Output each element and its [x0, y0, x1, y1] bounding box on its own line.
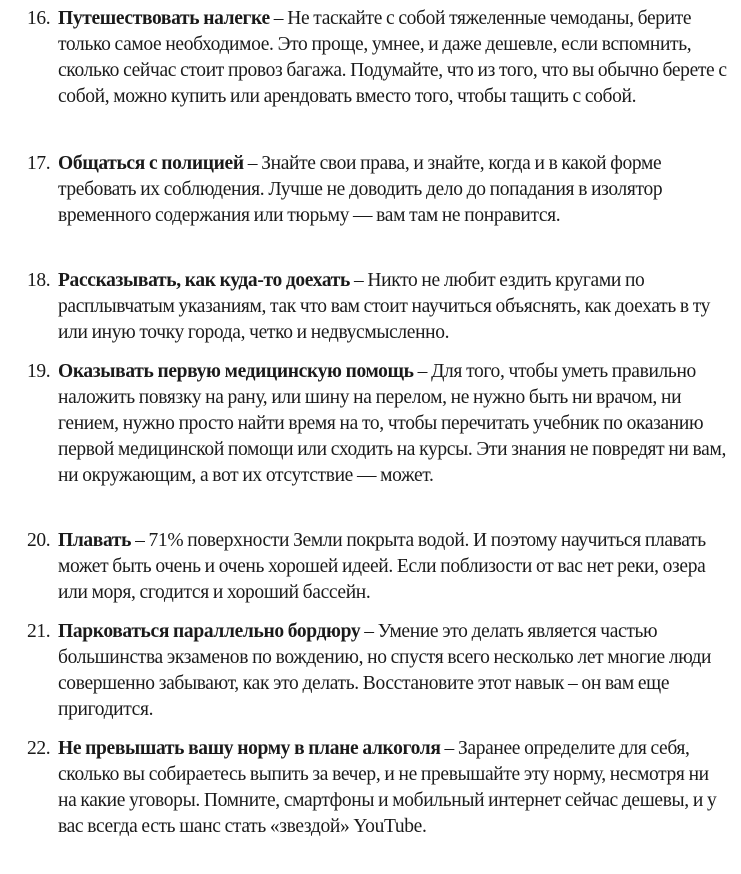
item-number: 18.	[27, 270, 51, 291]
item-body	[58, 736, 727, 840]
item-title: Парковаться параллельно бордюру	[58, 621, 361, 642]
item-body	[58, 528, 727, 606]
list-item-22	[27, 736, 727, 840]
item-title: Оказывать первую медицинскую помощь	[58, 361, 414, 382]
item-body	[58, 359, 727, 489]
list-item-21	[27, 619, 727, 723]
item-text: – Никто не любит ездить кругами по расплывчатым указаниям, так что вам стоит научиться объяснять, как доехать в ту или иную точку города, четко и недвусмысленно.	[58, 270, 711, 343]
item-number: 22.	[27, 738, 51, 759]
item-body	[58, 619, 727, 723]
item-number: 19.	[27, 361, 51, 382]
item-text: – 71% поверхности Земли покрыта водой. И поэтому научиться плавать может быть очень и очень хорошей идеей. Если поблизости от вас нет реки, озера или моря, сгодится и хороший бассейн.	[58, 530, 706, 603]
item-text: – Заранее определите для себя, сколько вы собираетесь выпить за вечер, и не превышайте эту норму, несмотря ни на какие уговоры. Помните, смартфоны и мобильный интернет сейчас дешевы, и у вас всегда есть шанс стать «звездой» YouTube.	[58, 738, 717, 837]
item-title: Плавать	[58, 530, 132, 551]
list-item-18	[27, 268, 727, 346]
item-number: 21.	[27, 621, 51, 642]
item-text: – Не таскайте с собой тяжеленные чемоданы, берите только самое необходимое. Это проще, умнее, и даже дешевле, если вспомнить, сколько сейчас стоит провоз багажа. Подумайте, что из того, что вы обычно берете с собой, можно купить или арендовать вместо того, чтобы тащить с собой.	[58, 8, 727, 107]
item-title: Общаться с полицией	[58, 153, 244, 174]
item-body	[58, 268, 727, 346]
list-item-17	[27, 151, 727, 229]
item-body	[58, 6, 727, 110]
item-text: – Умение это делать является частью большинства экзаменов по вождению, но спустя всего несколько лет многие люди совершенно забывают, как это делать. Восстановите этот навык – он вам еще пригодится.	[58, 621, 712, 720]
item-number: 20.	[27, 530, 51, 551]
item-title: Не превышать вашу норму в плане алкоголя	[58, 738, 441, 759]
item-number: 16.	[27, 8, 51, 29]
item-text: – Для того, чтобы уметь правильно наложить повязку на рану, или шину на перелом, не нужно быть ни врачом, ни гением, нужно просто найти время на то, чтобы перечитать учебник по оказанию первой медицинской помощи или сходить на курсы. Эти знания не повредят ни вам, ни окружающим, а вот их отсутствие — может.	[58, 361, 726, 486]
item-number: 17.	[27, 153, 51, 174]
item-title: Рассказывать, как куда-то доехать	[58, 270, 350, 291]
item-title: Путешествовать налегке	[58, 8, 270, 29]
list-item-20	[27, 528, 727, 606]
list-item-19	[27, 359, 727, 489]
item-text: – Знайте свои права, и знайте, когда и в какой форме требовать их соблюдения. Лучше не доводить дело до попадания в изолятор временного содержания или тюрьму — вам там не понравится.	[58, 153, 663, 226]
list-item-16	[27, 6, 727, 110]
item-body	[58, 151, 727, 229]
